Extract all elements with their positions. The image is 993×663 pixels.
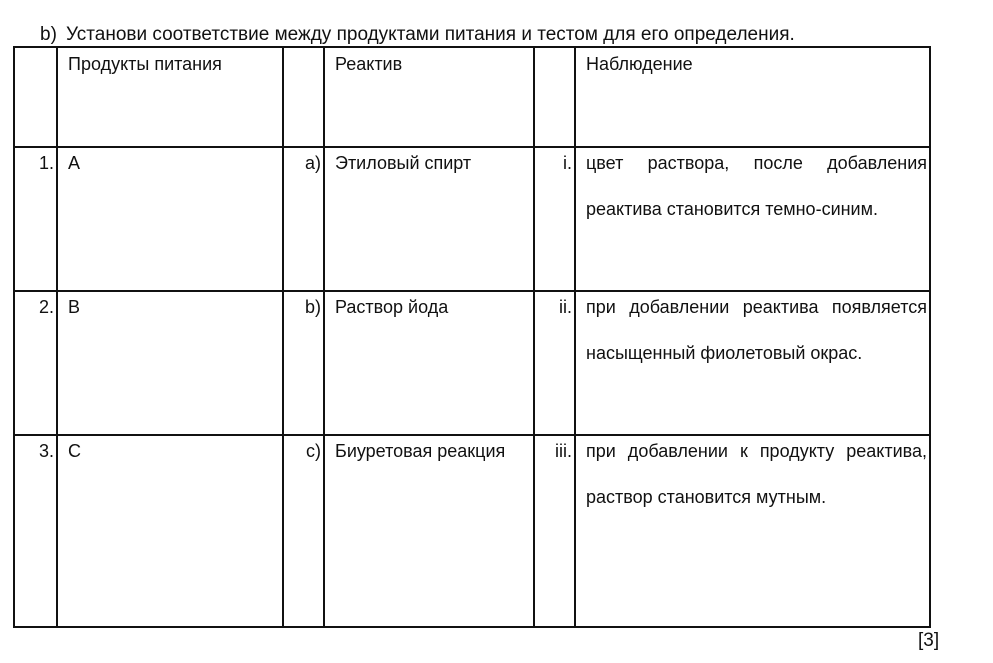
reagent-cell: Этиловый спирт — [324, 147, 534, 291]
reagent-label: a) — [283, 147, 324, 291]
row-number: 3. — [14, 435, 57, 627]
table-row — [14, 147, 930, 291]
task-text: Установи соответствие между продуктами питания и тестом для его определения. — [66, 24, 795, 45]
header-reagent: Реактив — [324, 47, 534, 147]
row-number: 1. — [14, 147, 57, 291]
observation-label: ii. — [534, 291, 575, 435]
task-letter: b) — [40, 24, 57, 45]
score-marks: [3] — [918, 630, 940, 651]
observation-label: iii. — [534, 435, 575, 627]
matching-table — [13, 46, 931, 628]
observation-cell: цвет раствора, после добавления реактива становится темно-синим. — [575, 147, 930, 291]
product-cell: B — [57, 291, 283, 435]
header-num-cell — [14, 47, 57, 147]
table-header-row — [14, 47, 930, 147]
product-cell: A — [57, 147, 283, 291]
observation-cell: при добавлении к продукту реактива, раствор становится мутным. — [575, 435, 930, 627]
reagent-cell: Биуретовая реакция — [324, 435, 534, 627]
header-observation: Наблюдение — [575, 47, 930, 147]
table-row — [14, 435, 930, 627]
row-number: 2. — [14, 291, 57, 435]
product-cell: C — [57, 435, 283, 627]
observation-label: i. — [534, 147, 575, 291]
task-heading — [40, 24, 795, 46]
table-row — [14, 291, 930, 435]
observation-cell: при добавлении реактива появляется насыщенный фиолетовый окрас. — [575, 291, 930, 435]
header-products: Продукты питания — [57, 47, 283, 147]
reagent-cell: Раствор йода — [324, 291, 534, 435]
header-reagent-label-cell — [283, 47, 324, 147]
reagent-label: c) — [283, 435, 324, 627]
header-obs-label-cell — [534, 47, 575, 147]
reagent-label: b) — [283, 291, 324, 435]
